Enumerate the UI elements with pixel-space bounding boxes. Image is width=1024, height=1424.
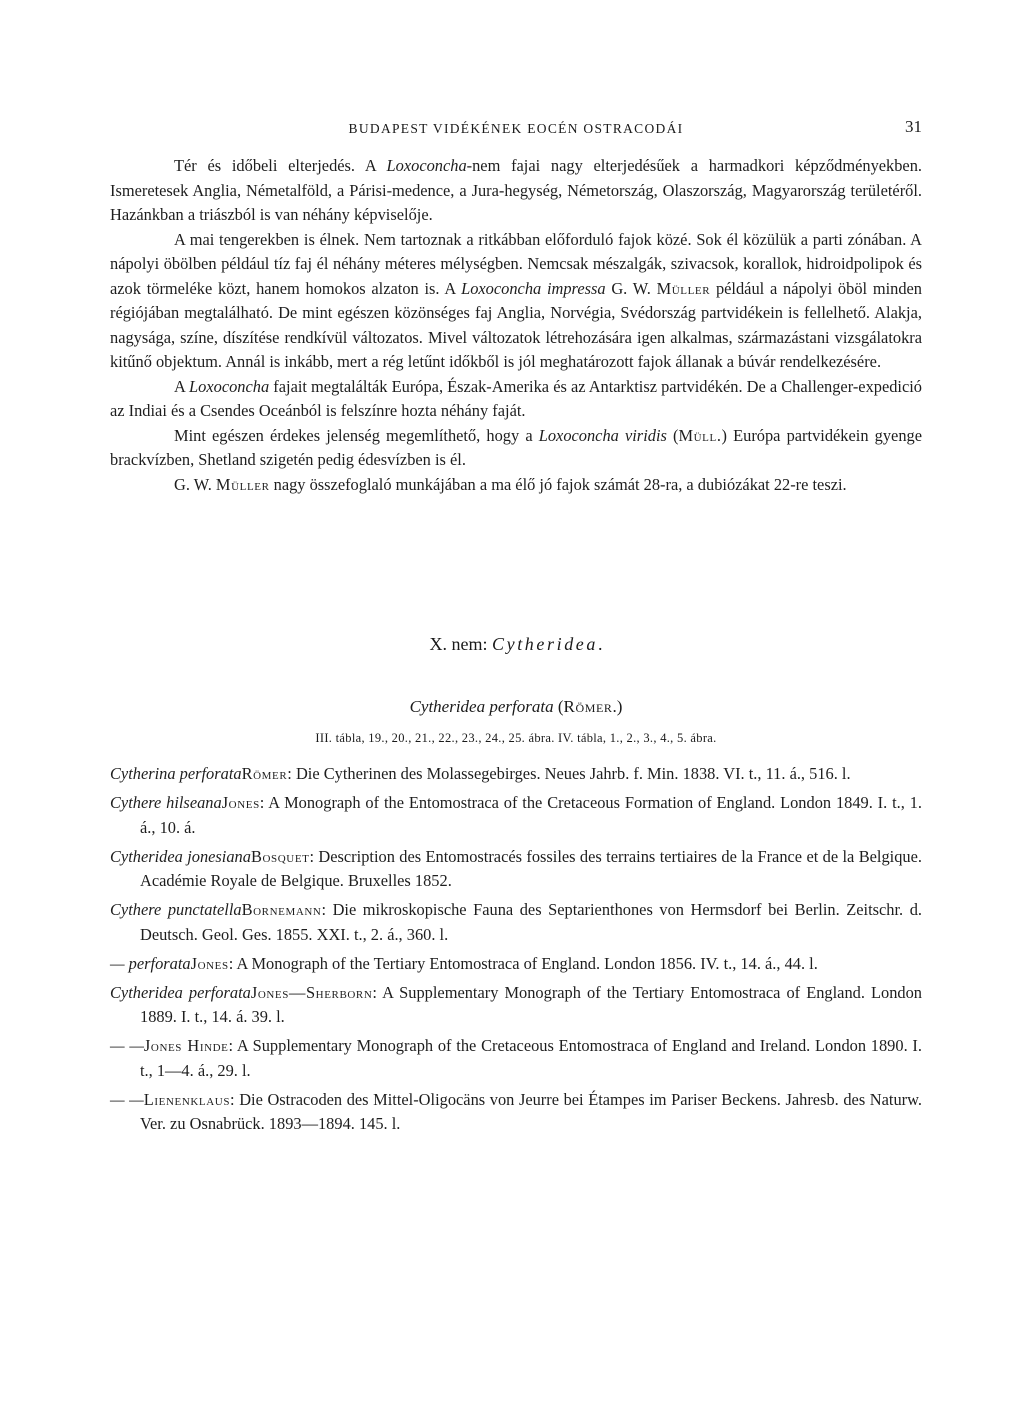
- synonymy-author: Bosquet: [250, 846, 310, 866]
- page-header: [110, 117, 922, 141]
- synonymy-taxon: — —: [110, 1036, 144, 1055]
- synonymy-citation: : A Supplementary Monograph of the Tertiary Entomostraca of England. London 1889. I. t., 14. á. 39. l.: [140, 982, 923, 1026]
- synonymy-author: Bornemann: [241, 900, 322, 919]
- text-run: például a nápolyi öböl minden régiójában megtalálható. De mint egészen közönséges faj Anglia, Norvégia, Svédország partvidékein is fellelhető. Alakja, nagysága, színe, díszítése rendkívül változatos. Mivel változatok létrehozására igen alkalmas, származástani vizsgálatokra kitűnő objektum. Annál is inkább, mert a rég letűnt időkből is jól meghatározott fajok állanak a búvár rendelkezésére.: [110, 278, 922, 371]
- text-run: nagy összefoglaló munkájában a ma élő jó fajok számát 28-ra, a dubiózákat 22-re teszi.: [269, 474, 847, 494]
- synonymy-taxon: Cythere hilseana: [110, 793, 222, 812]
- genus-heading-suffix: .: [597, 634, 603, 654]
- synonymy-taxon: — perforata: [110, 953, 191, 973]
- synonymy-citation: : Die Ostracoden des Mittel-Oligocäns von Jeurre bei Étampes im Pariser Beckens. Jahresb. des Naturw. Ver. zu Osnabrück. 1893—1894. 145. l.: [140, 1089, 922, 1133]
- genus-heading-name: Cytheridea: [492, 634, 598, 654]
- genus-name: Loxoconcha: [386, 156, 467, 175]
- running-head: BUDAPEST VIDÉKÉNEK EOCÉN OSTRACODÁI: [348, 121, 684, 136]
- body-text: [110, 154, 922, 497]
- species-name: Loxoconcha impressa: [461, 278, 606, 298]
- text-run: Mint egészen érdekes jelenség megemlíthető, hogy a: [174, 425, 539, 445]
- text-run: -nem fajai nagy elterjedésűek a harmadkori képződményekben. Ismeretesek Anglia, Németalföld, a Párisi-medence, a Jura-hegység, Németország, Olaszország, Magyarország területéről. Hazánkban a triászból is van néhány képviselője.: [110, 156, 922, 224]
- genus-name: Loxoconcha: [189, 376, 270, 396]
- synonymy-taxon: Cythere punctatella: [110, 900, 242, 919]
- synonymy-entry: [110, 981, 922, 1030]
- paragraph-localities: [110, 375, 922, 424]
- synonymy-entry: [110, 791, 922, 840]
- synonymy-entry: [110, 845, 922, 894]
- page-number: 31: [905, 117, 922, 136]
- synonymy-citation: : A Monograph of the Tertiary Entomostraca of England. London 1856. IV. t., 14. á., 44. l.: [228, 953, 818, 973]
- synonymy-taxon: — —: [110, 1089, 144, 1109]
- text-run: G. W.: [174, 474, 216, 494]
- plate-reference: III. tábla, 19., 20., 21., 22., 23., 24., 25. ábra. IV. tábla, 1., 2., 3., 4., 5. ábra.: [315, 731, 717, 745]
- paragraph-recent-seas: [110, 228, 922, 375]
- paragraph-distribution: [110, 154, 922, 228]
- synonymy-entry: [110, 1088, 922, 1137]
- synonymy-taxon: Cytheridea perforata: [110, 982, 251, 1002]
- synonymy-author: Jones Hinde: [143, 1036, 229, 1055]
- synonymy-entry: [110, 762, 922, 787]
- synonymy-taxon: Cytherina perforata: [110, 764, 242, 783]
- author-name: Müller: [215, 474, 270, 494]
- synonymy-list: [110, 762, 922, 1141]
- genus-heading: [110, 634, 922, 655]
- text-run: G. W.: [605, 278, 657, 298]
- synonymy-entry: [110, 898, 922, 947]
- synonymy-citation: : Die Cytherinen des Molassegebirges. Neues Jahrb. f. Min. 1838. VI. t., 11. á., 516. l.: [287, 764, 851, 783]
- synonymy-citation: : A Supplementary Monograph of the Cretaceous Entomostraca of England and Ireland. London 1890. I. t., 1—4. á., 29. l.: [140, 1036, 922, 1080]
- species-heading: [110, 697, 922, 717]
- text-run: Tér és időbeli elterjedés. A: [174, 156, 387, 175]
- synonymy-author: Jones—Sherborn: [250, 982, 373, 1002]
- species-heading-author: Römer: [563, 697, 613, 716]
- text-run: ) Európa partvidékein gyenge brackvízben, Shetland szigetén pedig édesvízben is él.: [110, 425, 922, 469]
- synonymy-author: Lienenklaus: [143, 1089, 231, 1109]
- synonymy-author: Jones: [190, 953, 229, 973]
- paragraph-species-count: [110, 473, 922, 498]
- species-heading-paren-open: (: [553, 697, 564, 716]
- synonymy-entry: [110, 1034, 922, 1083]
- synonymy-citation: : A Monograph of the Entomostraca of the Cretaceous Formation of England. London 1849. I. t., 1. á., 10. á.: [140, 793, 922, 837]
- synonymy-author: Jones: [221, 793, 260, 812]
- text-run: (: [666, 425, 679, 445]
- synonymy-citation: : Description des Entomostracés fossiles des terrains tertiaires de la France et de la Belgique. Académie Royale de Belgique. Bruxelles 1852.: [140, 846, 922, 890]
- species-heading-paren-close: .): [612, 697, 623, 716]
- text-run: fajait megtalálták Európa, Észak-Amerika és az Antarktisz partvidékén. De a Challenger-expedició az Indiai és a Csendes Oceánból is felszínre hozta néhány faját.: [110, 376, 923, 420]
- synonymy-author: Römer: [241, 764, 288, 783]
- author-name: Müll.: [678, 425, 722, 445]
- text-run: A: [174, 376, 190, 396]
- synonymy-citation: : Die mikroskopische Fauna des Septarienthones von Hermsdorf bei Berlin. Zeitschr. d. Deutsch. Geol. Ges. 1855. XXI. t., 2. á., 360. l.: [140, 900, 922, 944]
- author-name: Müller: [656, 278, 711, 298]
- synonymy-taxon: Cytheridea jonesiana: [110, 846, 251, 866]
- text-run: A mai tengerekben is élnek. Nem tartoznak a ritkábban előforduló fajok közé. Sok él közülük a parti zónában. A nápolyi öbölben például tíz faj él néhány méteres mélységben. Nemcsak mészalgák, szivacsok, korallok, hidroidpolipok és azok törmeléke közt, hanem homokos alzaton is. A: [110, 229, 923, 298]
- paragraph-viridis: [110, 424, 922, 473]
- species-heading-name: Cytheridea perforata: [409, 697, 554, 716]
- genus-heading-prefix: X. nem:: [429, 634, 492, 654]
- synonymy-entry: [110, 952, 922, 977]
- species-name: Loxoconcha viridis: [538, 425, 667, 445]
